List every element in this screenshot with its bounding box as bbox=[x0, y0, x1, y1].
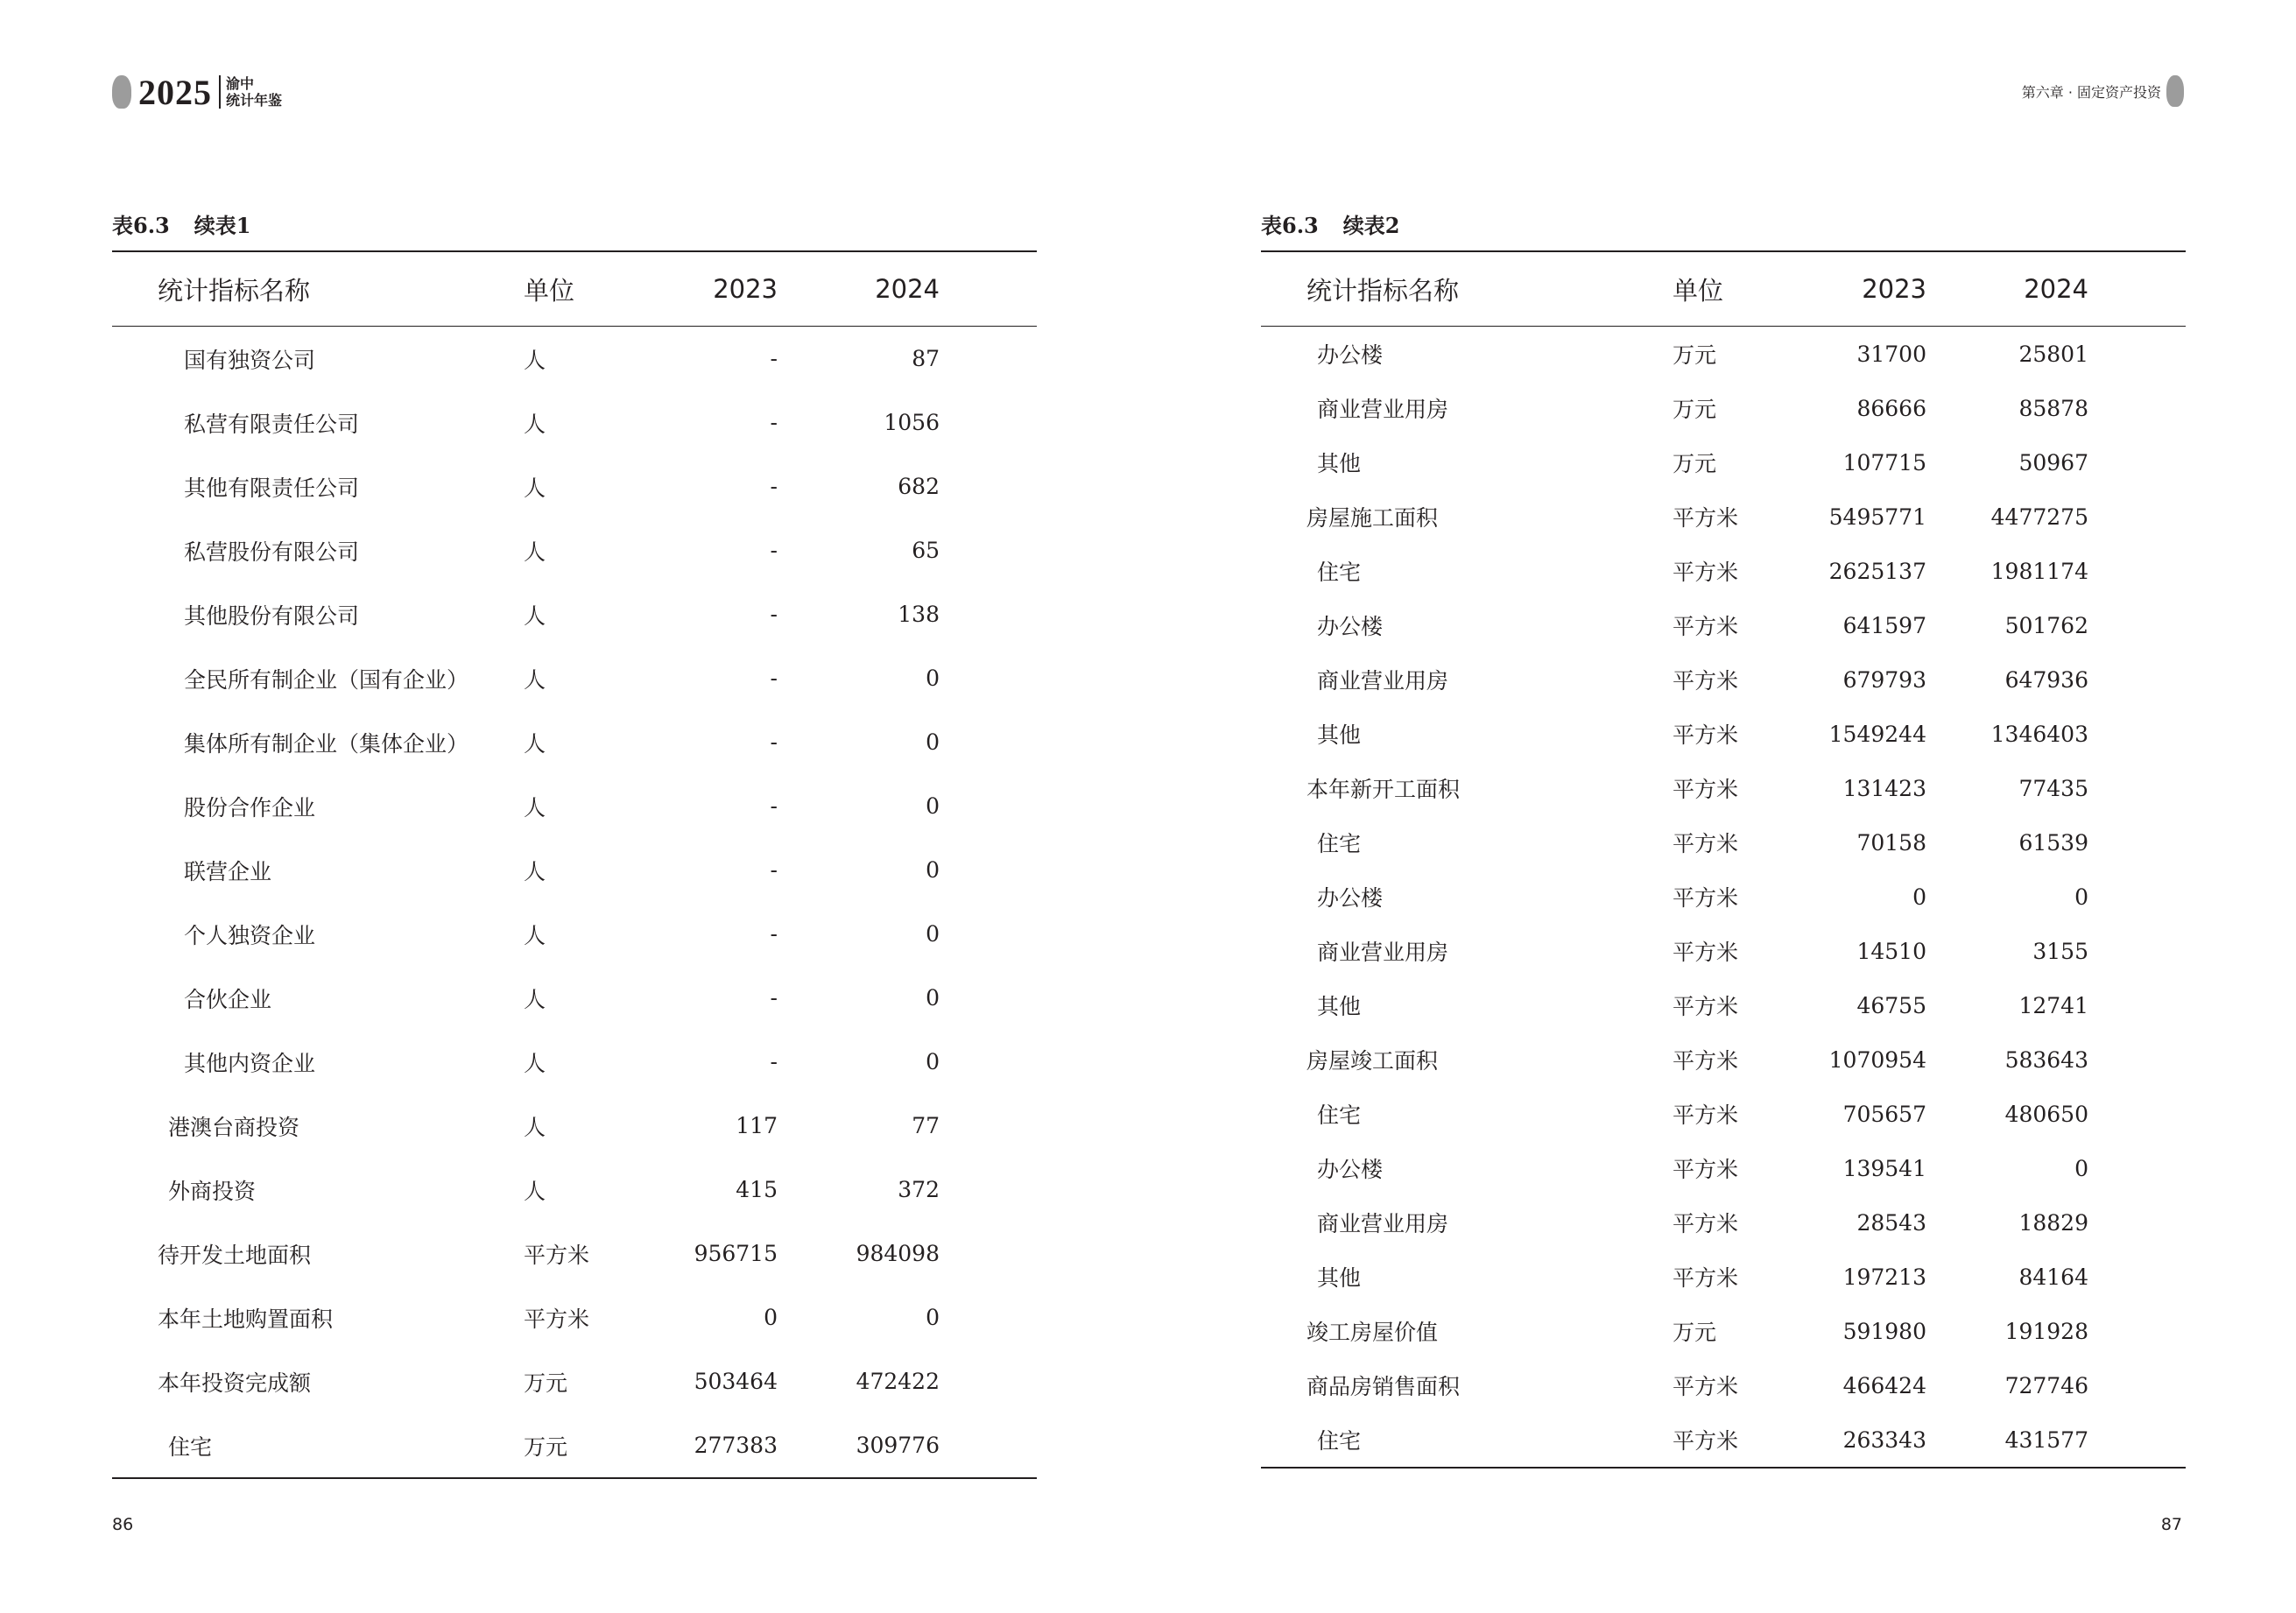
row-unit: 万元 bbox=[524, 1370, 568, 1396]
table-row bbox=[1261, 1032, 2186, 1087]
row-value-2023: 28543 bbox=[1856, 1209, 1926, 1236]
header-2023: 2023 bbox=[713, 274, 778, 304]
row-value-2024: 682 bbox=[898, 474, 940, 499]
row-value-2024: 4477275 bbox=[1990, 504, 2088, 530]
header-divider bbox=[219, 75, 221, 109]
row-value-2023: 107715 bbox=[1842, 449, 1926, 475]
row-unit: 人 bbox=[524, 539, 546, 565]
row-name: 其他 bbox=[1317, 994, 1362, 1019]
row-value-2024: 77 bbox=[912, 1113, 940, 1138]
row-unit: 平方米 bbox=[524, 1242, 590, 1268]
row-unit: 平方米 bbox=[1673, 1048, 1739, 1074]
page-number-right: 87 bbox=[2160, 1515, 2182, 1534]
row-value-2024: 0 bbox=[926, 857, 940, 883]
row-value-2023: - bbox=[770, 346, 778, 371]
table-row bbox=[112, 327, 1037, 391]
row-value-2023: - bbox=[770, 729, 778, 755]
table-continuation: 续表1 bbox=[194, 213, 251, 238]
statistics-table bbox=[1261, 250, 2186, 1469]
table-body bbox=[1261, 327, 2186, 1467]
header-name: 统计指标名称 bbox=[158, 275, 311, 306]
row-unit: 人 bbox=[524, 411, 546, 437]
row-unit: 万元 bbox=[1673, 1320, 1717, 1345]
row-value-2024: 12741 bbox=[2018, 992, 2088, 1018]
row-value-2024: 1056 bbox=[884, 410, 940, 435]
row-unit: 平方米 bbox=[1673, 668, 1739, 694]
table-title bbox=[1261, 210, 2186, 242]
row-value-2023: 705657 bbox=[1842, 1101, 1926, 1127]
row-name: 商业营业用房 bbox=[1317, 668, 1449, 694]
row-name: 本年土地购置面积 bbox=[158, 1306, 334, 1332]
row-unit: 人 bbox=[524, 986, 546, 1012]
page-number-left: 86 bbox=[112, 1515, 134, 1534]
row-name: 国有独资公司 bbox=[184, 347, 316, 373]
row-value-2024: 0 bbox=[926, 666, 940, 691]
table-number: 表6.3 bbox=[1261, 213, 1319, 238]
row-value-2024: 372 bbox=[898, 1177, 940, 1202]
table-row bbox=[1261, 435, 2186, 490]
row-value-2024: 87 bbox=[912, 346, 940, 371]
row-name: 住宅 bbox=[1317, 1428, 1362, 1454]
row-name: 私营股份有限公司 bbox=[184, 539, 360, 565]
table-row bbox=[112, 454, 1037, 518]
row-name: 股份合作企业 bbox=[184, 794, 316, 821]
row-name: 港澳台商投资 bbox=[168, 1114, 300, 1140]
row-unit: 人 bbox=[524, 730, 546, 757]
table-row bbox=[112, 1030, 1037, 1094]
table-header bbox=[112, 252, 1037, 327]
table-row bbox=[112, 1222, 1037, 1285]
table-row bbox=[112, 774, 1037, 838]
row-name: 联营企业 bbox=[184, 858, 272, 884]
table-row bbox=[1261, 1141, 2186, 1195]
row-value-2023: 415 bbox=[736, 1177, 778, 1202]
yearbook-year: 2025 bbox=[138, 72, 212, 112]
table-row bbox=[112, 710, 1037, 774]
row-unit: 人 bbox=[524, 666, 546, 693]
row-value-2023: 466424 bbox=[1842, 1372, 1926, 1398]
row-unit: 平方米 bbox=[1673, 1157, 1739, 1182]
row-value-2024: 0 bbox=[926, 921, 940, 947]
table-row bbox=[1261, 815, 2186, 870]
row-name: 办公楼 bbox=[1317, 614, 1384, 639]
row-value-2024: 0 bbox=[926, 1049, 940, 1074]
row-unit: 平方米 bbox=[1673, 831, 1739, 856]
table-row bbox=[1261, 761, 2186, 815]
row-unit: 平方米 bbox=[1673, 505, 1739, 531]
row-value-2023: - bbox=[770, 666, 778, 691]
row-value-2024: 0 bbox=[2074, 1155, 2088, 1181]
row-unit: 人 bbox=[524, 1114, 546, 1140]
row-name: 其他股份有限公司 bbox=[184, 602, 360, 629]
chapter-header bbox=[2022, 74, 2184, 109]
row-name: 商品房销售面积 bbox=[1306, 1374, 1461, 1399]
row-name: 商业营业用房 bbox=[1317, 1211, 1449, 1236]
row-name: 商业营业用房 bbox=[1317, 397, 1449, 422]
row-name: 住宅 bbox=[168, 1433, 213, 1460]
row-value-2023: - bbox=[770, 985, 778, 1011]
row-unit: 平方米 bbox=[1673, 560, 1739, 585]
row-unit: 平方米 bbox=[1673, 777, 1739, 802]
yearbook-title-line2: 统计年鉴 bbox=[226, 92, 283, 109]
row-name: 待开发土地面积 bbox=[158, 1242, 312, 1268]
row-value-2023: 277383 bbox=[694, 1433, 778, 1458]
row-name: 住宅 bbox=[1317, 1102, 1362, 1128]
row-unit: 平方米 bbox=[1673, 1211, 1739, 1236]
row-unit: 平方米 bbox=[524, 1306, 590, 1332]
table-number: 表6.3 bbox=[112, 213, 170, 238]
row-name: 竣工房屋价值 bbox=[1306, 1320, 1439, 1345]
row-name: 本年新开工面积 bbox=[1306, 777, 1461, 802]
row-value-2024: 61539 bbox=[2018, 829, 2088, 856]
row-name: 办公楼 bbox=[1317, 885, 1384, 911]
row-value-2023: 1549244 bbox=[1828, 721, 1926, 747]
header-2024: 2024 bbox=[2024, 274, 2088, 304]
row-value-2024: 309776 bbox=[856, 1433, 940, 1458]
row-value-2023: - bbox=[770, 474, 778, 499]
row-value-2023: - bbox=[770, 1049, 778, 1074]
table-row bbox=[112, 838, 1037, 902]
row-name: 集体所有制企业（集体企业） bbox=[184, 730, 469, 757]
book-header bbox=[112, 70, 282, 114]
row-value-2023: - bbox=[770, 602, 778, 627]
row-value-2023: 5495771 bbox=[1828, 504, 1926, 530]
row-value-2024: 0 bbox=[926, 985, 940, 1011]
row-value-2024: 65 bbox=[912, 538, 940, 563]
row-unit: 人 bbox=[524, 794, 546, 821]
table-row bbox=[1261, 598, 2186, 652]
table-row bbox=[1261, 544, 2186, 598]
row-value-2024: 984098 bbox=[856, 1241, 940, 1266]
table-row bbox=[1261, 1304, 2186, 1358]
table-row bbox=[112, 518, 1037, 582]
row-value-2023: - bbox=[770, 793, 778, 819]
row-unit: 平方米 bbox=[1673, 614, 1739, 639]
row-value-2023: 641597 bbox=[1842, 612, 1926, 638]
table-row bbox=[1261, 490, 2186, 544]
table-row bbox=[112, 1094, 1037, 1158]
left-page bbox=[112, 210, 1037, 1479]
row-value-2023: 31700 bbox=[1856, 341, 1926, 367]
yearbook-emblem-icon bbox=[112, 75, 131, 109]
row-value-2024: 0 bbox=[926, 1305, 940, 1330]
table-row bbox=[112, 646, 1037, 710]
row-value-2024: 3155 bbox=[2032, 938, 2088, 964]
table-row bbox=[1261, 1412, 2186, 1467]
row-value-2024: 0 bbox=[926, 729, 940, 755]
row-unit: 平方米 bbox=[1673, 994, 1739, 1019]
row-value-2023: 0 bbox=[1912, 884, 1926, 910]
row-value-2023: 14510 bbox=[1856, 938, 1926, 964]
header-unit: 单位 bbox=[1673, 275, 1724, 306]
row-value-2023: - bbox=[770, 857, 778, 883]
row-name: 其他 bbox=[1317, 722, 1362, 748]
table-body bbox=[112, 327, 1037, 1477]
row-name: 其他有限责任公司 bbox=[184, 475, 360, 501]
row-value-2023: 70158 bbox=[1856, 829, 1926, 856]
header-unit: 单位 bbox=[524, 275, 575, 306]
row-unit: 万元 bbox=[1673, 451, 1717, 476]
row-value-2023: 503464 bbox=[694, 1369, 778, 1394]
table-row bbox=[112, 1158, 1037, 1222]
table-row bbox=[112, 582, 1037, 646]
row-value-2023: - bbox=[770, 538, 778, 563]
statistics-table bbox=[112, 250, 1037, 1479]
table-row bbox=[112, 391, 1037, 454]
row-value-2024: 1346403 bbox=[1990, 721, 2088, 747]
table-row bbox=[112, 1285, 1037, 1349]
row-unit: 人 bbox=[524, 858, 546, 884]
table-row bbox=[1261, 1250, 2186, 1304]
table-row bbox=[1261, 978, 2186, 1032]
row-unit: 万元 bbox=[524, 1433, 568, 1460]
table-title bbox=[112, 210, 1037, 242]
row-unit: 平方米 bbox=[1673, 885, 1739, 911]
row-unit: 平方米 bbox=[1673, 1102, 1739, 1128]
row-value-2024: 0 bbox=[2074, 884, 2088, 910]
row-name: 其他 bbox=[1317, 451, 1362, 476]
row-name: 外商投资 bbox=[168, 1178, 257, 1204]
row-unit: 平方米 bbox=[1673, 1374, 1739, 1399]
table-row bbox=[1261, 1358, 2186, 1412]
yearbook-title bbox=[226, 75, 282, 109]
row-value-2024: 84164 bbox=[2018, 1264, 2088, 1290]
chapter-title: 第六章 · 固定资产投资 bbox=[2021, 83, 2161, 101]
row-unit: 人 bbox=[524, 347, 546, 373]
row-unit: 人 bbox=[524, 922, 546, 948]
row-name: 其他 bbox=[1317, 1265, 1362, 1291]
row-unit: 人 bbox=[524, 602, 546, 629]
row-value-2024: 0 bbox=[926, 793, 940, 819]
row-unit: 人 bbox=[524, 475, 546, 501]
row-name: 商业营业用房 bbox=[1317, 940, 1449, 965]
row-value-2024: 472422 bbox=[856, 1369, 940, 1394]
row-unit: 人 bbox=[524, 1050, 546, 1076]
row-value-2024: 138 bbox=[898, 602, 940, 627]
row-value-2023: - bbox=[770, 921, 778, 947]
row-name: 房屋竣工面积 bbox=[1306, 1048, 1439, 1074]
row-value-2024: 647936 bbox=[2004, 666, 2088, 693]
header-name: 统计指标名称 bbox=[1306, 275, 1460, 306]
row-value-2024: 25801 bbox=[2018, 341, 2088, 367]
row-value-2024: 431577 bbox=[2004, 1426, 2088, 1453]
row-value-2023: 131423 bbox=[1842, 775, 1926, 801]
row-value-2023: 46755 bbox=[1856, 992, 1926, 1018]
row-name: 本年投资完成额 bbox=[158, 1370, 312, 1396]
header-2023: 2023 bbox=[1862, 274, 1926, 304]
table-header bbox=[1261, 252, 2186, 327]
row-name: 办公楼 bbox=[1317, 1157, 1384, 1182]
table-row bbox=[112, 902, 1037, 966]
table-row bbox=[1261, 924, 2186, 978]
row-name: 全民所有制企业（国有企业） bbox=[184, 666, 469, 693]
table-row bbox=[1261, 652, 2186, 707]
row-name: 房屋施工面积 bbox=[1306, 505, 1439, 531]
row-value-2023: 0 bbox=[764, 1305, 778, 1330]
row-value-2023: 86666 bbox=[1856, 395, 1926, 421]
table-row bbox=[1261, 1087, 2186, 1141]
yearbook-title-line1: 渝中 bbox=[226, 75, 255, 92]
row-value-2023: 591980 bbox=[1842, 1318, 1926, 1344]
row-value-2023: 956715 bbox=[694, 1241, 778, 1266]
row-unit: 平方米 bbox=[1673, 940, 1739, 965]
row-value-2023: 679793 bbox=[1842, 666, 1926, 693]
row-unit: 万元 bbox=[1673, 342, 1717, 368]
table-continuation: 续表2 bbox=[1342, 213, 1400, 238]
table-row bbox=[1261, 707, 2186, 761]
row-unit: 平方米 bbox=[1673, 1428, 1739, 1454]
row-value-2024: 727746 bbox=[2004, 1372, 2088, 1398]
row-value-2024: 77435 bbox=[2018, 775, 2088, 801]
row-value-2024: 85878 bbox=[2018, 395, 2088, 421]
row-value-2023: 139541 bbox=[1842, 1155, 1926, 1181]
row-unit: 平方米 bbox=[1673, 1265, 1739, 1291]
row-value-2024: 50967 bbox=[2018, 449, 2088, 475]
right-page bbox=[1261, 210, 2186, 1469]
chapter-emblem-icon bbox=[2166, 75, 2184, 107]
row-value-2023: 197213 bbox=[1842, 1264, 1926, 1290]
table-row bbox=[1261, 1195, 2186, 1250]
row-value-2024: 191928 bbox=[2004, 1318, 2088, 1344]
table-row bbox=[112, 966, 1037, 1030]
row-value-2024: 18829 bbox=[2018, 1209, 2088, 1236]
table-row bbox=[112, 1413, 1037, 1477]
row-value-2023: 263343 bbox=[1842, 1426, 1926, 1453]
row-value-2023: 1070954 bbox=[1828, 1046, 1926, 1073]
row-value-2023: - bbox=[770, 410, 778, 435]
header-2024: 2024 bbox=[875, 274, 940, 304]
row-value-2024: 501762 bbox=[2004, 612, 2088, 638]
row-value-2024: 1981174 bbox=[1990, 558, 2088, 584]
table-row bbox=[1261, 327, 2186, 381]
row-value-2023: 2625137 bbox=[1828, 558, 1926, 584]
row-name: 办公楼 bbox=[1317, 342, 1384, 368]
row-name: 个人独资企业 bbox=[184, 922, 316, 948]
row-value-2024: 583643 bbox=[2004, 1046, 2088, 1073]
row-name: 住宅 bbox=[1317, 831, 1362, 856]
table-row bbox=[1261, 381, 2186, 435]
table-row bbox=[112, 1349, 1037, 1413]
row-unit: 万元 bbox=[1673, 397, 1717, 422]
row-name: 住宅 bbox=[1317, 560, 1362, 585]
row-name: 其他内资企业 bbox=[184, 1050, 316, 1076]
row-name: 合伙企业 bbox=[184, 986, 272, 1012]
row-unit: 平方米 bbox=[1673, 722, 1739, 748]
row-value-2023: 117 bbox=[736, 1113, 778, 1138]
table-row bbox=[1261, 870, 2186, 924]
row-name: 私营有限责任公司 bbox=[184, 411, 360, 437]
row-value-2024: 480650 bbox=[2004, 1101, 2088, 1127]
row-unit: 人 bbox=[524, 1178, 546, 1204]
